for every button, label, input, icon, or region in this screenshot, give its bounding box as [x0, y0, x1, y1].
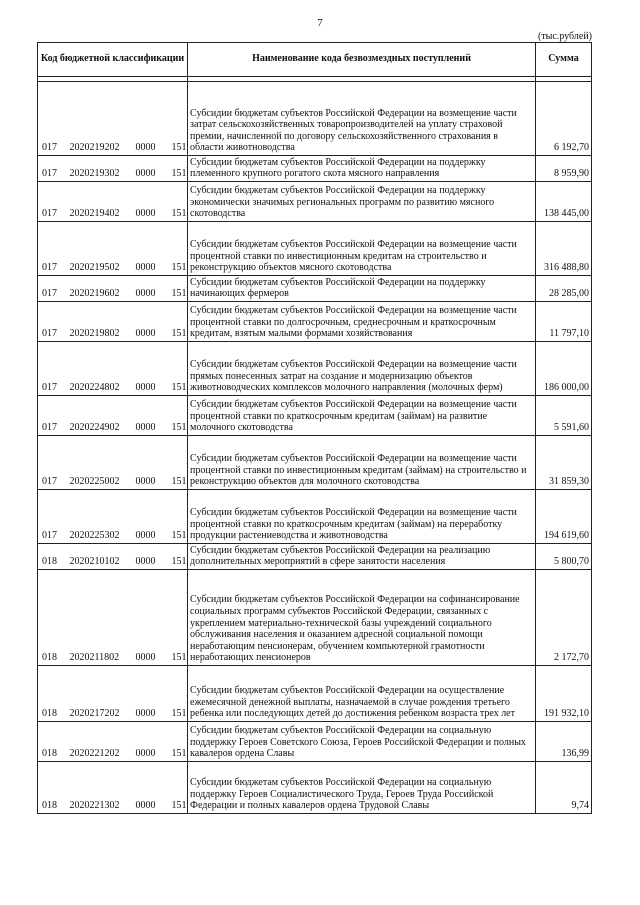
revenue-name: Субсидии бюджетам субъектов Российской Федерации на возмещение части процентной ставки по инвестиционным кредитам (займам) на строительство и реконструкцию объектов для молочного скотоводства [188, 436, 536, 490]
program-code: 0000 [134, 722, 170, 762]
revenue-sum: 28 285,00 [536, 276, 592, 302]
revenue-name: Субсидии бюджетам субъектов Российской Федерации на социальную поддержку Героев Социалистического Труда, Героев Труда Российской Федерации и полных кавалеров ордена Трудовой Славы [188, 762, 536, 814]
revenue-sum: 11 797,10 [536, 302, 592, 342]
table-row [38, 570, 592, 666]
revenue-sum: 191 932,10 [536, 666, 592, 722]
revenue-name: Субсидии бюджетам субъектов Российской Федерации на поддержку начинающих фермеров [188, 276, 536, 302]
revenue-name: Субсидии бюджетам субъектов Российской Федерации на софинансирование социальных программ субъектов Российской Федерации, связанных с укреплением материально-технической базы учреждений социального обслуживания населения и оказанием адресной социальной помощи неработающим пенсионерам, обучением компьютерной грамотности неработающих пенсионеров [188, 570, 536, 666]
program-code: 0000 [134, 342, 170, 396]
revenue-code: 2020225302 [68, 490, 134, 544]
revenue-code: 2020219802 [68, 302, 134, 342]
revenue-code: 2020219502 [68, 222, 134, 276]
revenue-name: Субсидии бюджетам субъектов Российской Федерации на поддержку экономически значимых региональных программ по развитию мясного скотоводства [188, 182, 536, 222]
revenue-name: Субсидии бюджетам субъектов Российской Федерации на реализацию дополнительных мероприятий в сфере занятости населения [188, 544, 536, 570]
kind-code: 151 [170, 302, 188, 342]
revenue-sum: 186 000,00 [536, 342, 592, 396]
revenue-sum: 8 959,90 [536, 156, 592, 182]
table-row [38, 490, 592, 544]
admin-code: 018 [38, 722, 68, 762]
kind-code: 151 [170, 82, 188, 156]
budget-table [37, 42, 592, 814]
program-code: 0000 [134, 490, 170, 544]
kind-code: 151 [170, 156, 188, 182]
revenue-sum: 2 172,70 [536, 570, 592, 666]
program-code: 0000 [134, 396, 170, 436]
revenue-name: Субсидии бюджетам субъектов Российской Федерации на поддержку племенного крупного рогатого скота мясного направления [188, 156, 536, 182]
admin-code: 017 [38, 276, 68, 302]
revenue-code: 2020219602 [68, 276, 134, 302]
program-code: 0000 [134, 182, 170, 222]
admin-code: 017 [38, 82, 68, 156]
revenue-sum: 316 488,80 [536, 222, 592, 276]
table-header-row [38, 43, 592, 77]
kind-code: 151 [170, 396, 188, 436]
kind-code: 151 [170, 544, 188, 570]
program-code: 0000 [134, 82, 170, 156]
revenue-sum: 136,99 [536, 722, 592, 762]
revenue-sum: 31 859,30 [536, 436, 592, 490]
revenue-sum: 194 619,60 [536, 490, 592, 544]
table-row [38, 276, 592, 302]
table-row [38, 722, 592, 762]
revenue-name: Субсидии бюджетам субъектов Российской Федерации на социальную поддержку Героев Советского Союза, Героев Российской Федерации и полных кавалеров ордена Славы [188, 722, 536, 762]
table-row [38, 182, 592, 222]
revenue-sum: 5 591,60 [536, 396, 592, 436]
program-code: 0000 [134, 302, 170, 342]
table-row [38, 396, 592, 436]
revenue-name: Субсидии бюджетам субъектов Российской Федерации на возмещение части процентной ставки по долгосрочным, среднесрочным и краткосрочным кредитам, взятым малыми формами хозяйствования [188, 302, 536, 342]
revenue-sum: 6 192,70 [536, 82, 592, 156]
admin-code: 017 [38, 222, 68, 276]
page-number: 7 [317, 17, 323, 29]
revenue-code: 2020221302 [68, 762, 134, 814]
admin-code: 018 [38, 666, 68, 722]
admin-code: 017 [38, 396, 68, 436]
revenue-code: 2020211802 [68, 570, 134, 666]
revenue-code: 2020219402 [68, 182, 134, 222]
revenue-name: Субсидии бюджетам субъектов Российской Федерации на возмещение части процентной ставки по краткосрочным кредитам (займам) на переработку продукции растениеводства и животноводства [188, 490, 536, 544]
admin-code: 017 [38, 156, 68, 182]
table-row [38, 82, 592, 156]
admin-code: 017 [38, 436, 68, 490]
kind-code: 151 [170, 722, 188, 762]
kind-code: 151 [170, 276, 188, 302]
admin-code: 017 [38, 490, 68, 544]
revenue-code: 2020221202 [68, 722, 134, 762]
revenue-code: 2020224802 [68, 342, 134, 396]
kind-code: 151 [170, 182, 188, 222]
header-sum: Сумма [536, 43, 592, 77]
revenue-code: 2020217202 [68, 666, 134, 722]
table-row [38, 342, 592, 396]
kind-code: 151 [170, 762, 188, 814]
admin-code: 018 [38, 544, 68, 570]
admin-code: 018 [38, 762, 68, 814]
revenue-name: Субсидии бюджетам субъектов Российской Федерации на возмещение части прямых понесенных затрат на создание и модернизацию объектов животноводческих комплексов молочного направления (молочных ферм) [188, 342, 536, 396]
header-name: Наименование кода безвозмездных поступлений [188, 43, 536, 77]
table-row [38, 156, 592, 182]
admin-code: 017 [38, 342, 68, 396]
kind-code: 151 [170, 222, 188, 276]
program-code: 0000 [134, 762, 170, 814]
table-row [38, 666, 592, 722]
kind-code: 151 [170, 490, 188, 544]
table-row [38, 436, 592, 490]
revenue-code: 2020210102 [68, 544, 134, 570]
table-row [38, 222, 592, 276]
table-row [38, 302, 592, 342]
kind-code: 151 [170, 342, 188, 396]
table-row [38, 544, 592, 570]
program-code: 0000 [134, 156, 170, 182]
revenue-name: Субсидии бюджетам субъектов Российской Федерации на возмещение части процентной ставки по инвестиционным кредитам на строительство и реконструкцию объектов мясного скотоводства [188, 222, 536, 276]
admin-code: 018 [38, 570, 68, 666]
admin-code: 017 [38, 302, 68, 342]
revenue-name: Субсидии бюджетам субъектов Российской Федерации на осуществление ежемесячной денежной выплаты, назначаемой в случае рождения третьего ребенка или последующих детей до достижения ребенком возраста трех лет [188, 666, 536, 722]
revenue-name: Субсидии бюджетам субъектов Российской Федерации на возмещение части процентной ставки по краткосрочным кредитам (займам) на развитие молочного скотоводства [188, 396, 536, 436]
revenue-code: 2020219202 [68, 82, 134, 156]
revenue-sum: 9,74 [536, 762, 592, 814]
kind-code: 151 [170, 436, 188, 490]
revenue-sum: 5 800,70 [536, 544, 592, 570]
revenue-code: 2020219302 [68, 156, 134, 182]
units-label: (тыс.рублей) [537, 31, 592, 42]
table-row [38, 762, 592, 814]
program-code: 0000 [134, 666, 170, 722]
revenue-sum: 138 445,00 [536, 182, 592, 222]
program-code: 0000 [134, 570, 170, 666]
program-code: 0000 [134, 544, 170, 570]
revenue-name: Субсидии бюджетам субъектов Российской Федерации на возмещение части затрат сельскохозяйственных товаропроизводителей на уплату страховой премии, начисленной по договору сельскохозяйственного страхования в области животноводства [188, 82, 536, 156]
admin-code: 017 [38, 182, 68, 222]
revenue-code: 2020225002 [68, 436, 134, 490]
program-code: 0000 [134, 222, 170, 276]
kind-code: 151 [170, 666, 188, 722]
kind-code: 151 [170, 570, 188, 666]
header-code: Код бюджетной классификации [38, 43, 188, 77]
program-code: 0000 [134, 436, 170, 490]
program-code: 0000 [134, 276, 170, 302]
revenue-code: 2020224902 [68, 396, 134, 436]
